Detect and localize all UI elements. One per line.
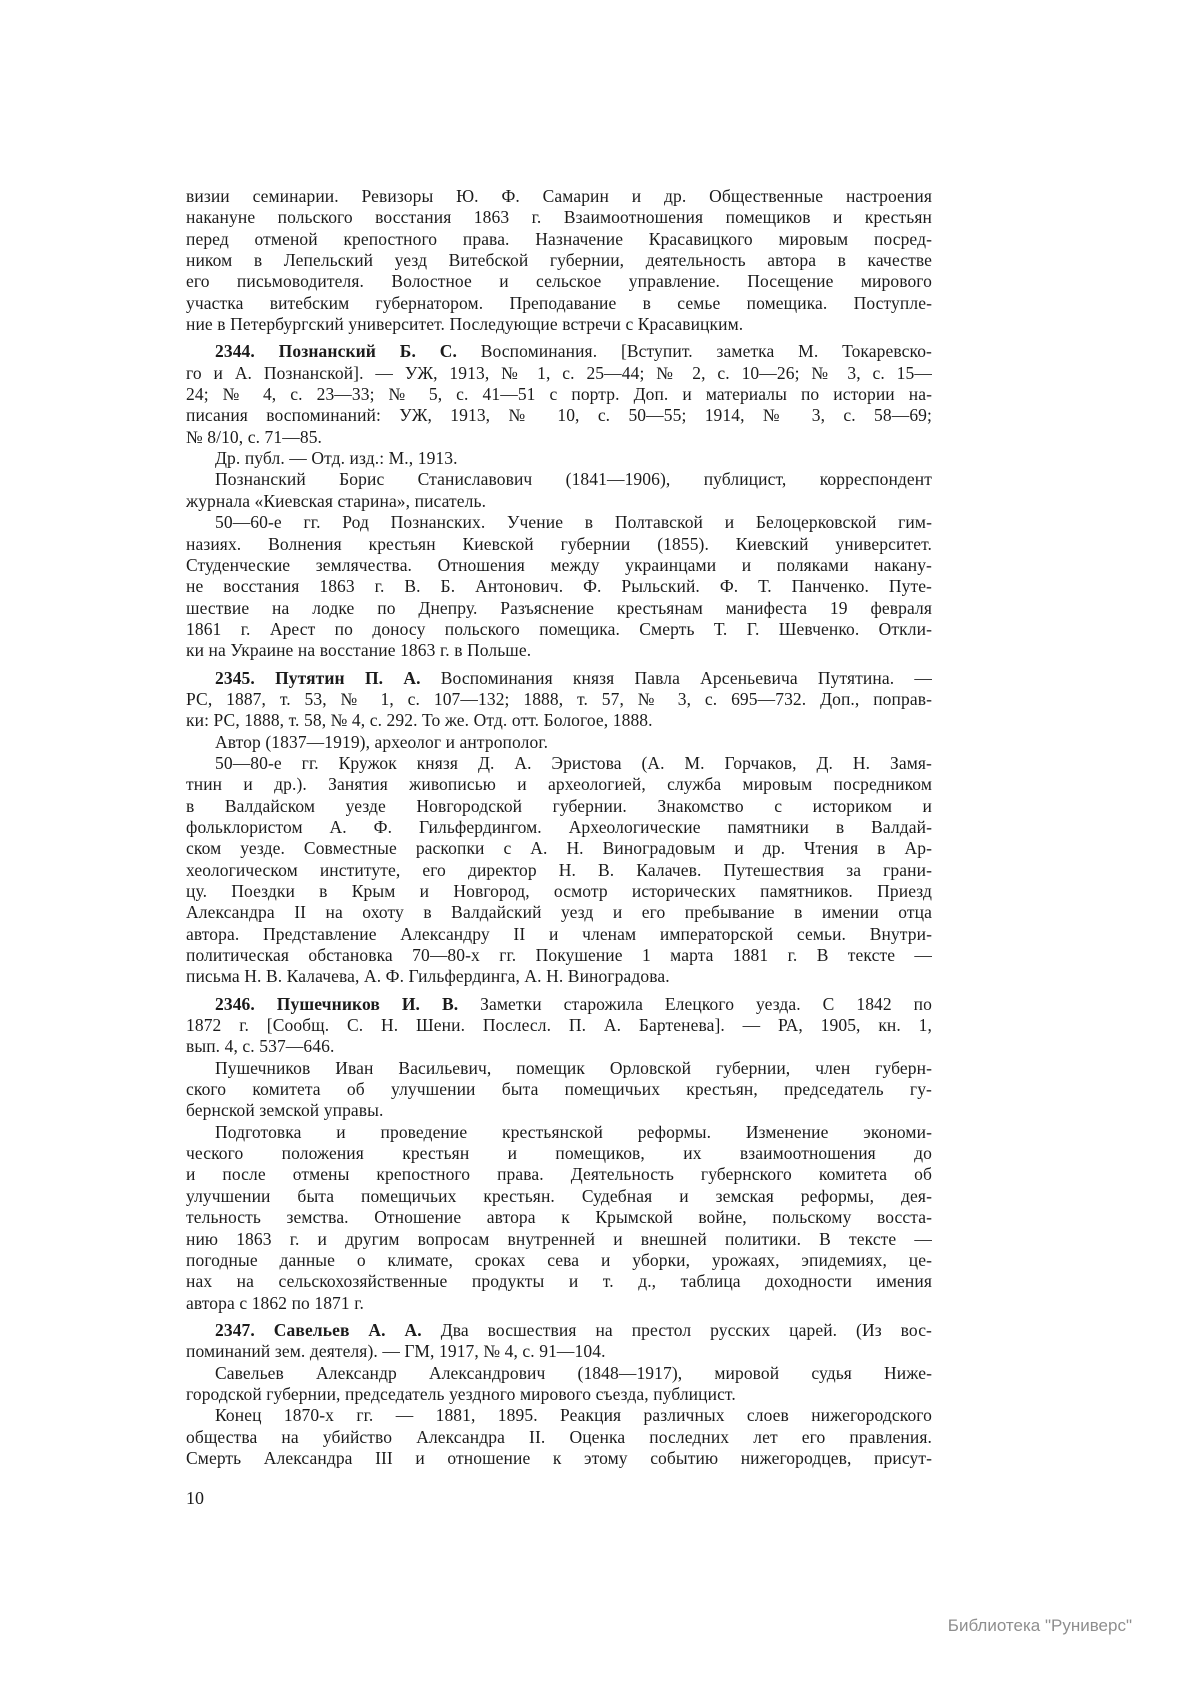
text-line: визии семинарии. Ревизоры Ю. Ф. Самарин и др. Общественные настроения bbox=[186, 186, 932, 206]
text-line: 2346. Пушечников И. В. Заметки старожила Елецкого уезда. С 1842 по bbox=[215, 993, 932, 1014]
text-line: письма Н. В. Калачева, А. Ф. Гильфердинга, А. Н. Виноградова. bbox=[186, 966, 670, 987]
text-line: 1872 г. [Сообщ. С. Н. Шени. Послесл. П. А. Бартенева]. — РА, 1905, кн. 1, bbox=[186, 1015, 932, 1036]
text-block-5 bbox=[186, 668, 932, 732]
text-line: Пушечников Иван Васильевич, помещик Орловской губернии, член губерн- bbox=[215, 1057, 932, 1078]
text-line: № 8/10, с. 71—85. bbox=[186, 426, 323, 447]
text-line: фольклористом А. Ф. Гильфердингом. Археологические памятники в Валдай- bbox=[186, 816, 932, 837]
text-line: общества на убийство Александра II. Оценка последних лет его правления. bbox=[186, 1426, 932, 1447]
text-line: Студенческие землячества. Отношения между украинцами и поляками накану- bbox=[186, 554, 932, 575]
text-line: вып. 4, с. 537—646. bbox=[186, 1036, 335, 1057]
text-line: в Валдайском уезде Новгородской губернии. Знакомство с историком и bbox=[186, 795, 932, 816]
page-number: 10 bbox=[186, 1488, 204, 1508]
text-line: Подготовка и проведение крестьянской реформы. Изменение экономи- bbox=[215, 1121, 932, 1142]
text-line: Александра II на охоту в Валдайский уезд и его пребывание в имении отца bbox=[186, 902, 932, 923]
entry-heading: 2345. Путятин П. А. bbox=[215, 667, 421, 688]
text-line: тнин и др.). Занятия живописью и археологией, служба мировым посредником bbox=[186, 774, 932, 795]
text-line: улучшении быта помещичьих крестьян. Судебная и земская реформы, дея- bbox=[186, 1185, 932, 1206]
text-line: не восстания 1863 г. В. Б. Антонович. Ф. Рыльский. Ф. Т. Панченко. Путе- bbox=[186, 576, 932, 597]
text-line: нах на сельскохозяйственные продукты и т. д., таблица доходности имения bbox=[186, 1271, 932, 1292]
text-block-12 bbox=[186, 1363, 932, 1406]
text-line: ние в Петербургский университет. Последующие встречи с Красавицким. bbox=[186, 314, 744, 335]
text-line: накануне польского восстания 1863 г. Взаимоотношения помещиков и крестьян bbox=[186, 207, 932, 228]
text-line: 24; № 4, с. 23—33; № 5, с. 41—51 с портр. Доп. и материалы по истории на- bbox=[186, 384, 932, 405]
bibliography-text bbox=[186, 186, 932, 1469]
entry-heading: 2347. Савельев А. А. bbox=[215, 1319, 422, 1340]
text-block-8 bbox=[186, 994, 932, 1058]
text-line: нию 1863 г. и другим вопросам внутренней и внешней политики. В тексте — bbox=[186, 1228, 932, 1249]
text-line: го и А. Познанской]. — УЖ, 1913, № 1, с. 25—44; № 2, с. 10—26; № 3, с. 15— bbox=[186, 362, 932, 383]
text-line: ником в Лепельский уезд Витебской губернии, деятельность автора в качестве bbox=[186, 250, 932, 271]
text-line: погодные данные о климате, сроках сева и уборки, урожаях, эпидемиях, це- bbox=[186, 1249, 932, 1270]
text-line: журнала «Киевская старина», писатель. bbox=[186, 490, 487, 511]
text-line: шествие на лодке по Днепру. Разъяснение крестьянам манифеста 19 февраля bbox=[186, 597, 932, 618]
text-line: 2344. Познанский Б. С. Воспоминания. [Вступит. заметка М. Токаревско- bbox=[215, 341, 932, 362]
text-block-13 bbox=[186, 1405, 932, 1469]
text-block-7 bbox=[186, 753, 932, 988]
text-line: 1861 г. Арест по доносу польского помещика. Смерть Т. Г. Шевченко. Откли- bbox=[186, 618, 932, 639]
text-line: 2347. Савельев А. А. Два восшествия на престол русских царей. (Из вос- bbox=[215, 1319, 932, 1340]
text-block-3 bbox=[186, 469, 932, 512]
text-line: Смерть Александра III и отношение к этому событию нижегородцев, присут- bbox=[186, 1447, 932, 1468]
text-line: назиях. Волнения крестьян Киевской губернии (1855). Киевский университет. bbox=[186, 533, 932, 554]
text-line: Конец 1870-х гг. — 1881, 1895. Реакция различных слоев нижегородского bbox=[215, 1405, 932, 1426]
text-line: перед отменой крепостного права. Назначение Красавицкого мировым посред- bbox=[186, 228, 932, 249]
text-line: ки на Украине на восстание 1863 г. в Польше. bbox=[186, 640, 532, 661]
text-line: Автор (1837—1919), археолог и антрополог. bbox=[215, 731, 549, 752]
text-line: политическая обстановка 70—80-х гг. Покушение 1 марта 1881 г. В тексте — bbox=[186, 945, 932, 966]
text-line: ческого положения крестьян и помещиков, их взаимоотношения до bbox=[186, 1143, 932, 1164]
text-line: ки: РС, 1888, т. 58, № 4, с. 292. То же. Отд. отт. Бологое, 1888. bbox=[186, 710, 653, 731]
text-line: хеологическом институте, его директор Н. В. Калачев. Путешествия за грани- bbox=[186, 859, 932, 880]
text-line: городской губернии, председатель уездного мирового съезда, публицист. bbox=[186, 1383, 736, 1404]
text-line: автора. Представление Александру II и членам императорской семьи. Внутри- bbox=[186, 923, 932, 944]
text-line: Познанский Борис Станиславович (1841—1906), публицист, корреспондент bbox=[215, 469, 932, 490]
library-watermark: Библиотека "Руниверс" bbox=[947, 1616, 1132, 1635]
text-line: 50—60-е гг. Род Познанских. Учение в Полтавской и Белоцерковской гим- bbox=[215, 512, 932, 533]
text-line: ском уезде. Совместные раскопки с А. Н. Виноградовым и др. Чтения в Ар- bbox=[186, 838, 932, 859]
text-line: РС, 1887, т. 53, № 1, с. 107—132; 1888, т. 57, № 3, с. 695—732. Доп., поправ- bbox=[186, 688, 932, 709]
text-line: 50—80-е гг. Кружок князя Д. А. Эристова (А. М. Горчаков, Д. Н. Замя- bbox=[215, 752, 932, 773]
text-line: автора с 1862 по 1871 г. bbox=[186, 1292, 365, 1313]
text-block-4 bbox=[186, 512, 932, 661]
text-line: 2345. Путятин П. А. Воспоминания князя Павла Арсеньевича Путятина. — bbox=[215, 667, 933, 688]
text-line: бернской земской управы. bbox=[186, 1100, 384, 1121]
text-block-0 bbox=[186, 186, 932, 335]
text-line: Др. публ. — Отд. изд.: М., 1913. bbox=[215, 448, 458, 469]
text-line: Савельев Александр Александрович (1848—1917), мировой судья Ниже- bbox=[215, 1362, 932, 1383]
text-line: писания воспоминаний: УЖ, 1913, № 10, с. 50—55; 1914, № 3, с. 58—69; bbox=[186, 405, 932, 426]
entry-heading: 2346. Пушечников И. В. bbox=[215, 993, 459, 1014]
text-block-2 bbox=[186, 448, 932, 469]
entry-heading: 2344. Познанский Б. С. bbox=[215, 341, 457, 362]
text-block-6 bbox=[186, 732, 932, 753]
text-line: ского комитета об улучшении быта помещичьих крестьян, председатель гу- bbox=[186, 1079, 932, 1100]
text-line: цу. Поездки в Крым и Новгород, осмотр исторических памятников. Приезд bbox=[186, 881, 932, 901]
text-line: и после отмены крепостного права. Деятельность губернского комитета об bbox=[186, 1164, 932, 1185]
text-block-10 bbox=[186, 1122, 932, 1314]
text-block-11 bbox=[186, 1320, 932, 1363]
text-line: тельность земства. Отношение автора к Крымской войне, польскому восста- bbox=[186, 1207, 932, 1228]
text-line: поминаний зем. деятеля). — ГМ, 1917, № 4, с. 91—104. bbox=[186, 1341, 606, 1362]
text-line: участка витебским губернатором. Преподавание в семье помещика. Поступле- bbox=[186, 292, 932, 313]
text-block-1 bbox=[186, 341, 932, 448]
text-block-9 bbox=[186, 1058, 932, 1122]
text-line: его письмоводителя. Волостное и сельское управление. Посещение мирового bbox=[186, 271, 932, 292]
